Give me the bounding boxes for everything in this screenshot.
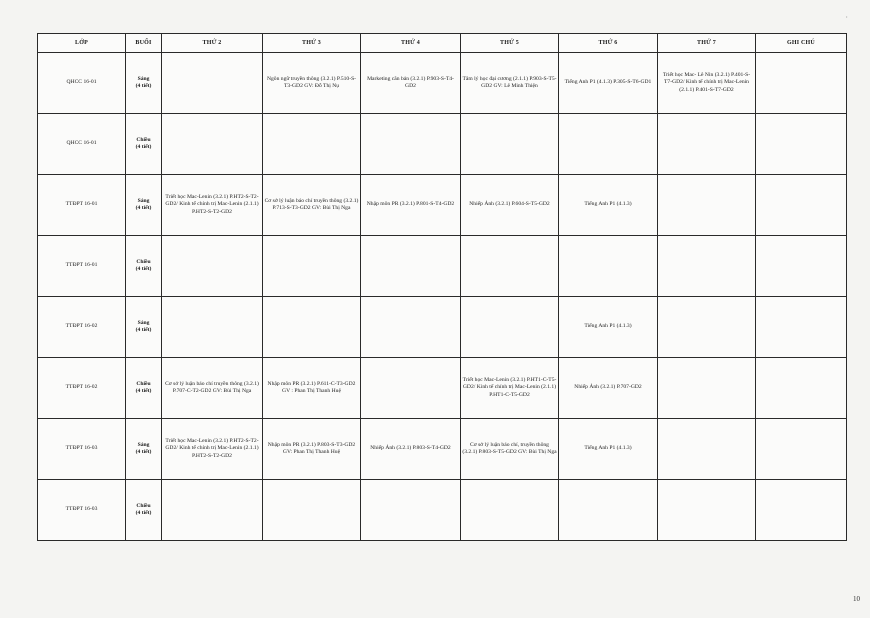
header-class: LỚP <box>38 34 126 53</box>
table-row <box>38 114 847 175</box>
schedule-cell: Triết học Mac- Lê Nin (3.2.1) P.401-S-T7-GD2/ Kinh tế chính trị Mac-Lenin (2.1.1) P.401-S-T7-GD2 <box>658 53 756 114</box>
schedule-cell <box>162 297 263 358</box>
schedule-cell: Tiếng Anh P1 (4.1.3) <box>559 419 658 480</box>
schedule-cell <box>559 114 658 175</box>
note-cell <box>756 480 847 541</box>
schedule-cell <box>461 297 559 358</box>
schedule-cell <box>658 175 756 236</box>
header-thursday: THỨ 5 <box>461 34 559 53</box>
schedule-cell <box>162 53 263 114</box>
schedule-cell <box>658 114 756 175</box>
schedule-cell <box>263 236 361 297</box>
note-cell <box>756 236 847 297</box>
session-cell: Sáng (4 tiết) <box>126 297 162 358</box>
schedule-cell <box>263 114 361 175</box>
schedule-cell: Ngôn ngữ truyền thông (3.2.1) P.510-S-T3-GD2 GV: Đỗ Thị Nụ <box>263 53 361 114</box>
table-row <box>38 419 847 480</box>
class-cell: TTĐPT 16-02 <box>38 297 126 358</box>
schedule-cell <box>658 236 756 297</box>
table-header-row <box>38 34 847 53</box>
header-wednesday: THỨ 4 <box>361 34 461 53</box>
schedule-cell <box>658 358 756 419</box>
note-cell <box>756 297 847 358</box>
table-row <box>38 297 847 358</box>
header-saturday: THỨ 7 <box>658 34 756 53</box>
schedule-cell: Tiếng Anh P1 (4.1.3) <box>559 297 658 358</box>
schedule-body <box>38 53 847 541</box>
schedule-cell: Triết học Mac-Lenin (3.2.1) P.HT1-C-T5-GD2/ Kinh tế chính trị Mac-Lenin (2.1.1) P.HT1-C-T5-GD2 <box>461 358 559 419</box>
corner-mark: · <box>845 13 848 22</box>
schedule-cell: Cơ sở lý luận báo chí truyền thông (3.2.1) P.713-S-T3-GD2 GV: Bùi Thị Nga <box>263 175 361 236</box>
schedule-cell: Cơ sở lý luận báo chí, truyền thông (3.2.1) P.803-S-T5-GD2 GV: Bùi Thị Nga <box>461 419 559 480</box>
session-cell: Chiều (4 tiết) <box>126 480 162 541</box>
schedule-cell <box>361 480 461 541</box>
table-row <box>38 358 847 419</box>
schedule-cell: Nhập môn PR (3.2.1) P.801-S-T4-GD2 <box>361 175 461 236</box>
header-monday: THỨ 2 <box>162 34 263 53</box>
session-cell: Sáng (4 tiết) <box>126 419 162 480</box>
schedule-cell <box>162 480 263 541</box>
schedule-cell <box>162 236 263 297</box>
session-cell: Chiều (4 tiết) <box>126 114 162 175</box>
schedule-cell <box>658 297 756 358</box>
session-cell: Chiều (4 tiết) <box>126 358 162 419</box>
table-row <box>38 236 847 297</box>
schedule-cell <box>559 236 658 297</box>
class-cell: TTĐPT 16-03 <box>38 480 126 541</box>
schedule-cell <box>461 236 559 297</box>
schedule-cell <box>263 297 361 358</box>
session-cell: Chiều (4 tiết) <box>126 236 162 297</box>
table-row <box>38 175 847 236</box>
note-cell <box>756 53 847 114</box>
schedule-cell: Nhập môn PR (3.2.1) P.611-C-T3-GD2 GV : Phan Thị Thanh Huệ <box>263 358 361 419</box>
note-cell <box>756 358 847 419</box>
schedule-cell: Nhiếp Ảnh (3.2.1) P.803-S-T4-GD2 <box>361 419 461 480</box>
class-cell: QHCC 16-01 <box>38 53 126 114</box>
schedule-cell: Cơ sở lý luận báo chí truyền thông (3.2.1) P.707-C-T2-GD2 GV: Bùi Thị Nga <box>162 358 263 419</box>
header-note: GHI CHÚ <box>756 34 847 53</box>
schedule-cell: Nhiếp Ảnh (3.2.1) P.707-GD2 <box>559 358 658 419</box>
schedule-cell <box>361 297 461 358</box>
note-cell <box>756 114 847 175</box>
class-cell: TTĐPT 16-01 <box>38 175 126 236</box>
class-cell: TTĐPT 16-02 <box>38 358 126 419</box>
schedule-cell: Nhập môn PR (3.2.1) P.803-S-T3-GD2 GV: Phan Thị Thanh Huệ <box>263 419 361 480</box>
schedule-table <box>37 33 847 541</box>
note-cell <box>756 419 847 480</box>
class-cell: QHCC 16-01 <box>38 114 126 175</box>
class-cell: TTĐPT 16-03 <box>38 419 126 480</box>
schedule-cell: Tiếng Anh P1 (4.1.3) <box>559 175 658 236</box>
schedule-cell: Triết học Mac-Lenin (3.2.1) P.HT2-S-T2-GD2/ Kinh tế chính trị Mac-Lenin (2.1.1) P.HT2-S-T2-GD2 <box>162 175 263 236</box>
schedule-cell <box>361 236 461 297</box>
schedule-cell <box>559 480 658 541</box>
schedule-cell: Nhiếp Ảnh (3.2.1) P.604-S-T5-GD2 <box>461 175 559 236</box>
header-session: BUỔI <box>126 34 162 53</box>
header-tuesday: THỨ 3 <box>263 34 361 53</box>
schedule-cell: Tâm lý học đại cương (2.1.1) P.903-S-T5-GD2 GV: Lê Minh Thiện <box>461 53 559 114</box>
header-friday: THỨ 6 <box>559 34 658 53</box>
class-cell: TTĐPT 16-01 <box>38 236 126 297</box>
page-number: 10 <box>853 595 860 603</box>
session-cell: Sáng (4 tiết) <box>126 53 162 114</box>
table-row <box>38 53 847 114</box>
session-cell: Sáng (4 tiết) <box>126 175 162 236</box>
schedule-cell <box>658 419 756 480</box>
schedule-cell <box>361 114 461 175</box>
schedule-cell <box>162 114 263 175</box>
schedule-cell <box>658 480 756 541</box>
table-row <box>38 480 847 541</box>
schedule-cell: Triết học Mac-Lenin (3.2.1) P.HT2-S-T2-GD2/ Kinh tế chính trị Mac-Lenin (2.1.1) P.HT2-S-T2-GD2 <box>162 419 263 480</box>
note-cell <box>756 175 847 236</box>
schedule-cell: Marketing căn bản (3.2.1) P.903-S-T4-GD2 <box>361 53 461 114</box>
schedule-cell: Tiếng Anh P1 (4.1.3) P.305-S-T6-GD1 <box>559 53 658 114</box>
schedule-cell <box>461 480 559 541</box>
schedule-cell <box>263 480 361 541</box>
schedule-cell <box>461 114 559 175</box>
schedule-cell <box>361 358 461 419</box>
